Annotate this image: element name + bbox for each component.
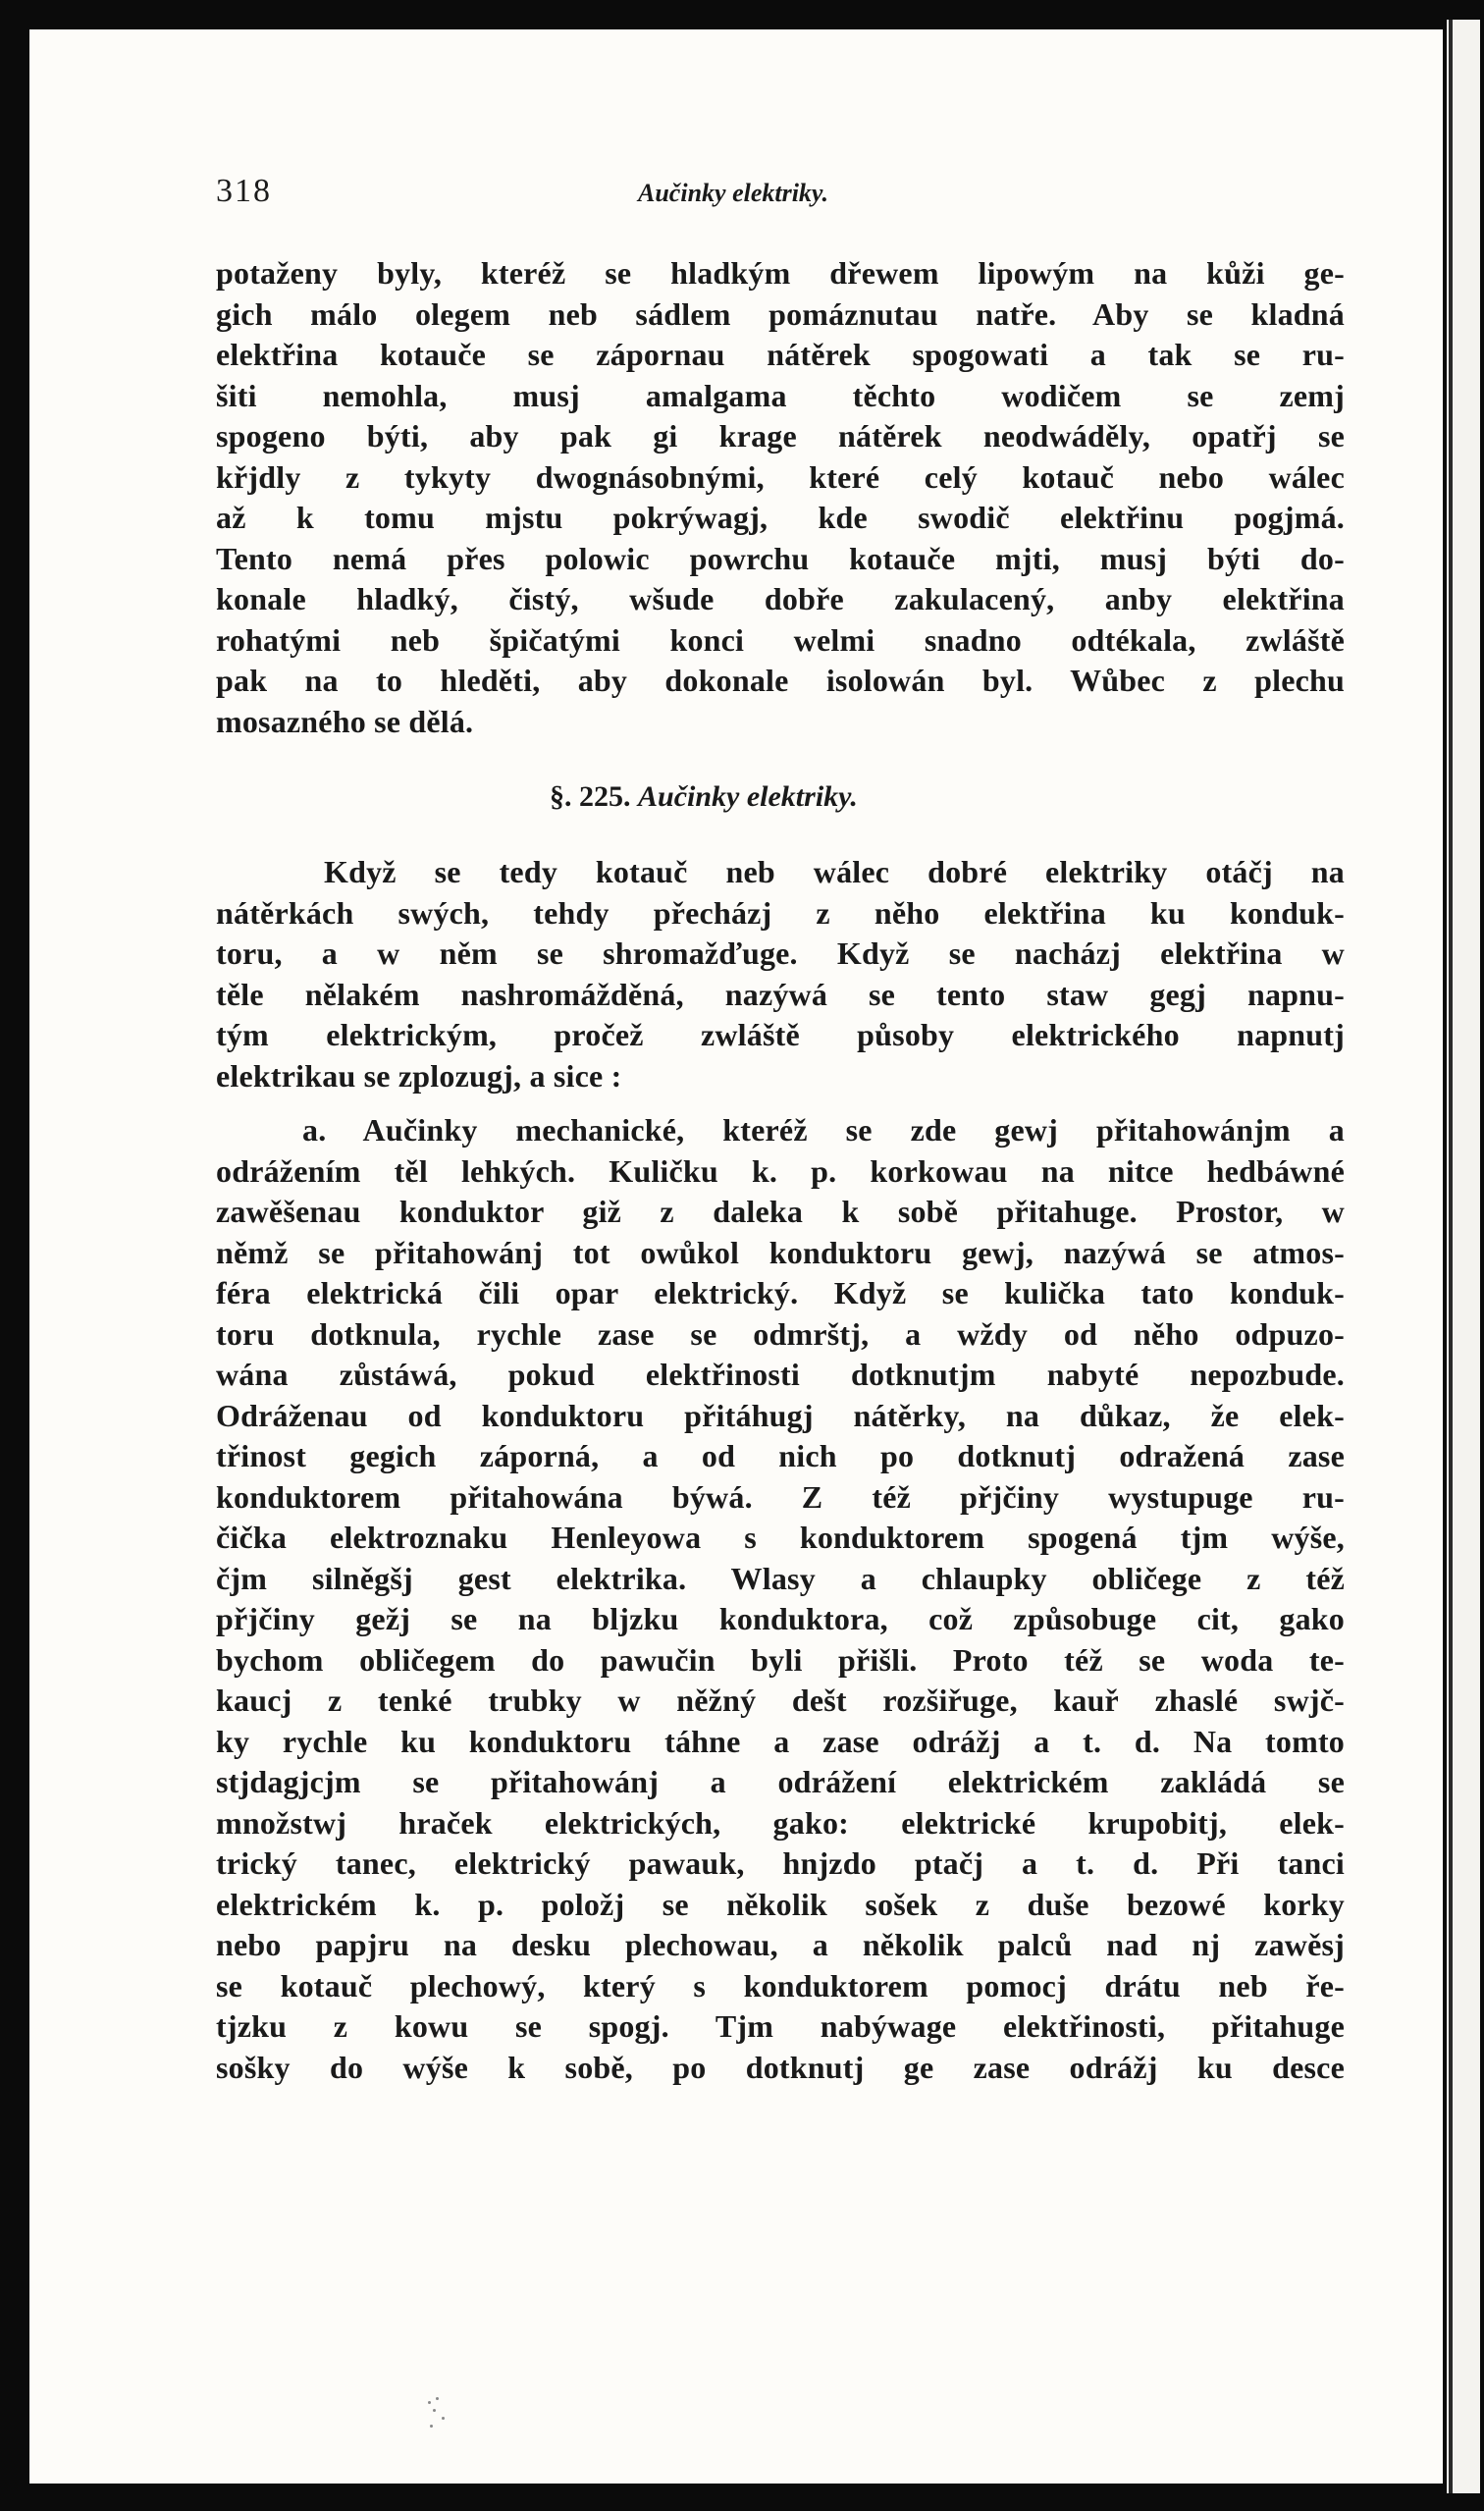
text-line: těle nělakém nashromážděná, nazýwá se tento staw gegj napnu- — [216, 976, 1345, 1012]
text-line: rohatými neb špičatými konci welmi snadno odtékala, zwláště — [216, 621, 1345, 658]
text-line: spogeno býti, aby pak gi krage nátěrek neodwáděly, opatřj se — [216, 418, 1345, 454]
text-line: gich málo olegem neb sádlem pomáznutau natře. Aby se kladná — [216, 295, 1345, 332]
paragraph-3 — [216, 1110, 1345, 2088]
text-line: toru, a w něm se shromažďuge. Když se nacházj elektřina w — [216, 935, 1345, 971]
text-line: stjdagjcjm se přitahowánj a odrážení elektrickém zakládá se — [216, 1764, 1345, 1799]
running-head: Aučinky elektriky. — [638, 179, 829, 207]
paragraph-1 — [216, 253, 1345, 742]
text-line: se kotauč plechowý, který s konduktorem pomocj drátu neb ře- — [216, 1967, 1345, 2003]
page-header — [216, 173, 1345, 232]
paper-speck — [424, 2395, 450, 2434]
text-line: Tento nemá přes polowic powrchu kotauče mjti, musj býti do- — [216, 540, 1345, 576]
text-line: sošky do wýše k sobě, po dotknutj ge zase odrážj ku desce — [216, 2049, 1345, 2085]
text-line: přjčiny gežj se na bljzku konduktora, což způsobuge cit, gako — [216, 1601, 1345, 1636]
text-line: konale hladký, čistý, wšude dobře zakulacený, anby elektřina — [216, 581, 1345, 616]
text-line: tjzku z kowu se spogj. Tjm nabýwage elektřinosti, přitahuge — [216, 2008, 1345, 2044]
text-line: ky rychle ku konduktoru táhne a zase odrážj a t. d. Na tomto — [216, 1723, 1345, 1759]
text-line: čjm silněgšj gest elektrika. Wlasy a chlaupky obličege z též — [216, 1560, 1345, 1596]
page-body — [216, 253, 1345, 2088]
text-line: Odráženau od konduktoru přitáhugj nátěrky, na důkaz, že elek- — [216, 1397, 1345, 1433]
text-line: nebo papjru na desku plechowau, a několik palců nad nj zawěsj — [216, 1927, 1345, 1962]
text-line: šiti nemohla, musj amalgama těchto wodičem se zemj — [216, 377, 1345, 413]
paragraph-spacer — [216, 1096, 1345, 1110]
text-line: třinost gegich záporná, a od nich po dotknutj odražená zase — [216, 1438, 1345, 1473]
text-line: čička elektroznaku Henleyowa s konduktorem spogená tjm wýše, — [216, 1520, 1345, 1555]
section-number: §. 225. — [550, 780, 631, 813]
page-number: 318 — [216, 173, 272, 209]
text-line: pak na to hleděti, aby dokonale isolowán byl. Wůbec z plechu — [216, 663, 1345, 698]
text-line: kaucj z tenké trubky w něžný dešt rozšiřuge, kauř zhaslé swjč- — [216, 1683, 1345, 1718]
page-gutter-line — [1449, 20, 1453, 2493]
text-line: elektřina kotauče se zápornau nátěrek spogowati a tak se ru- — [216, 337, 1345, 372]
text-line: elektrikau se zplozugj, a sice : — [216, 1057, 622, 1094]
text-line: konduktorem přitahowána býwá. Z též přjčiny wystupuge ru- — [216, 1478, 1345, 1515]
section-heading — [216, 742, 1345, 852]
text-line: tým elektrickým, pročež zwláště působy elektrického napnutj — [216, 1017, 1345, 1052]
text-line: zawěšenau konduktor giž z daleka k sobě přitahuge. Prostor, w — [216, 1194, 1345, 1229]
text-line: Když se tedy kotauč neb wálec dobré elektriky otáčj na — [324, 854, 1345, 889]
text-line: až k tomu mjstu pokrýwagj, kde swodič elektřinu pogjmá. — [216, 500, 1345, 535]
text-line: elektrickém k. p. položj se několik sošek z duše bezowé korky — [216, 1886, 1345, 1922]
text-line: odrážením těl lehkých. Kuličku k. p. korkowau na nitce hedbáwné — [216, 1152, 1345, 1189]
text-line: wána zůstáwá, pokud elektřinosti dotknutjm nabyté nepozbude. — [216, 1357, 1345, 1392]
text-line: bychom obličegem do pawučin byli přišli. Proto též se woda te- — [216, 1641, 1345, 1678]
text-line: féra elektrická čili opar elektrický. Když se kulička tato konduk- — [216, 1275, 1345, 1310]
text-line: potaženy byly, kteréž se hladkým dřewem lipowým na kůži ge- — [216, 255, 1345, 291]
text-line: trický tanec, elektrický pawauk, hnjzdo ptačj a t. d. Při tanci — [216, 1845, 1345, 1881]
text-line: toru dotknula, rychle zase se odmrštj, a wždy od něho odpuzo- — [216, 1315, 1345, 1352]
text-line: mosazného se dělá. — [216, 703, 474, 739]
text-line: němž se přitahowánj tot owůkol konduktoru gewj, nazýwá se atmos- — [216, 1234, 1345, 1270]
text-line: křjdly z tykyty dwognásobnými, které celý kotauč nebo wálec — [216, 458, 1345, 495]
text-line: nátěrkách swých, tehdy přecházj z něho elektřina ku konduk- — [216, 894, 1345, 931]
paragraph-2 — [216, 852, 1345, 1096]
text-line: a. Aučinky mechanické, kteréž se zde gewj přitahowánjm a — [302, 1112, 1345, 1148]
text-line: množstwj hraček elektrických, gako: elektrické krupobitj, elek- — [216, 1804, 1345, 1841]
section-title: Aučinky elektriky. — [638, 780, 858, 813]
